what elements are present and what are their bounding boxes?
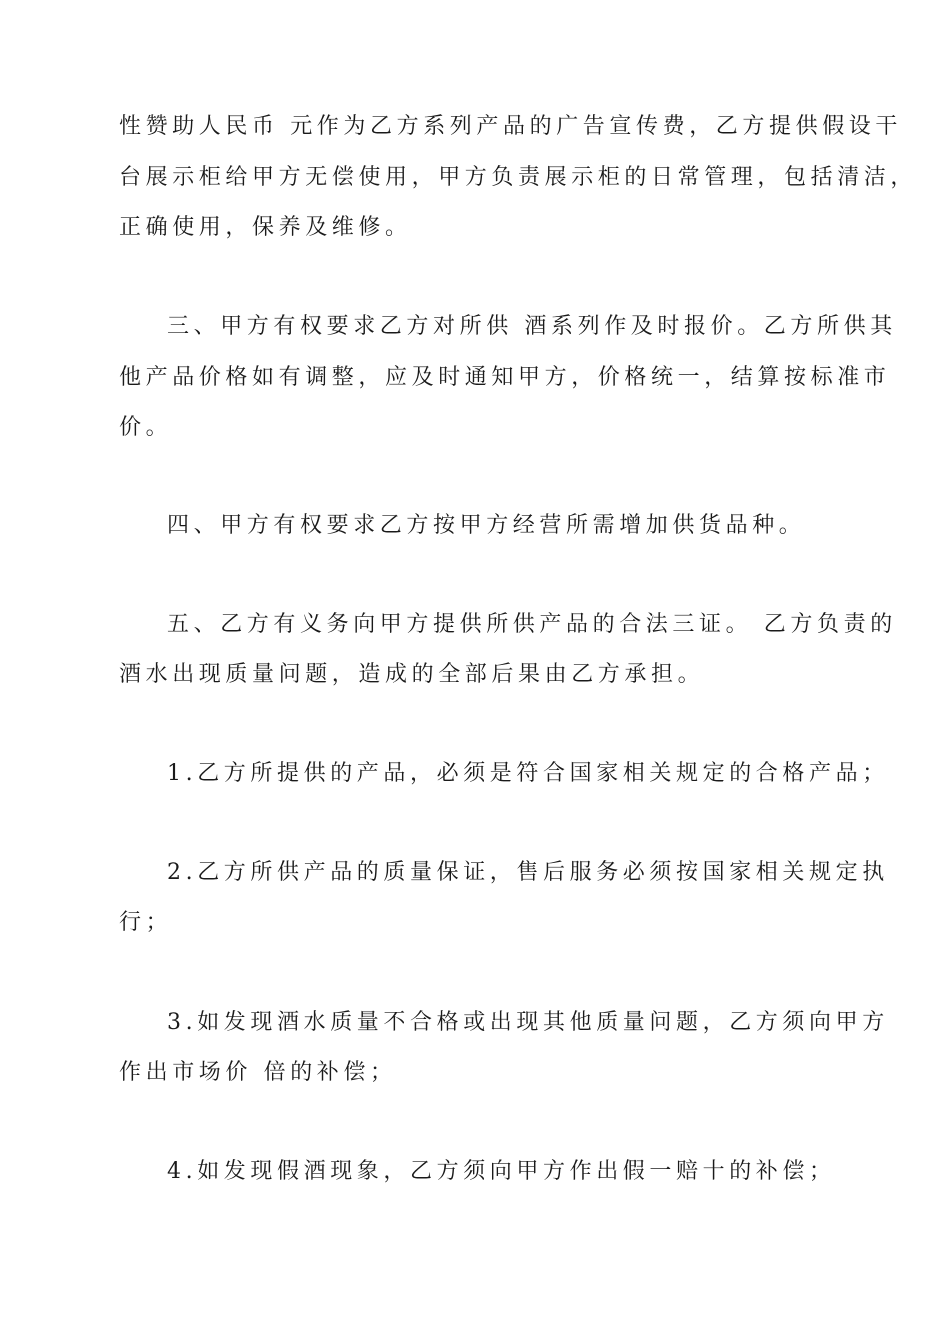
clause-5-line-1: 五、乙方有义务向甲方提供所供产品的合法三证。 乙方负责的 — [167, 612, 897, 637]
clause-3-line-2: 他产品价格如有调整，应及时通知甲方，价格统一，结算按标准市 — [119, 365, 891, 390]
item-3-line-1: 3.如发现酒水质量不合格或出现其他质量问题，乙方须向甲方 — [167, 1010, 889, 1035]
clause-2-line-2: 台展示柜给甲方无偿使用，甲方负责展示柜的日常管理，包括清洁， — [119, 165, 918, 190]
clause-5-line-2: 酒水出现质量问题，造成的全部后果由乙方承担。 — [119, 662, 705, 687]
item-4-line-1: 4.如发现假酒现象，乙方须向甲方作出假一赔十的补偿； — [167, 1159, 836, 1184]
item-2-line-2: 行； — [119, 910, 173, 935]
clause-3-line-3: 价。 — [119, 415, 173, 440]
clause-2-line-3: 正确使用，保养及维修。 — [119, 215, 412, 240]
item-1-line-1: 1.乙方所提供的产品，必须是符合国家相关规定的合格产品； — [167, 761, 889, 786]
item-3-line-2: 作出市场价 倍的补偿； — [119, 1060, 397, 1085]
clause-4-line-1: 四、甲方有权要求乙方按甲方经营所需增加供货品种。 — [167, 513, 806, 538]
clause-3-line-1: 三、甲方有权要求乙方对所供 酒系列作及时报价。乙方所供其 — [167, 314, 897, 339]
item-2-line-1: 2.乙方所供产品的质量保证，售后服务必须按国家相关规定执 — [167, 860, 889, 885]
clause-2-line-1: 性赞助人民币 元作为乙方系列产品的广告宣传费，乙方提供假设干 — [119, 114, 902, 139]
